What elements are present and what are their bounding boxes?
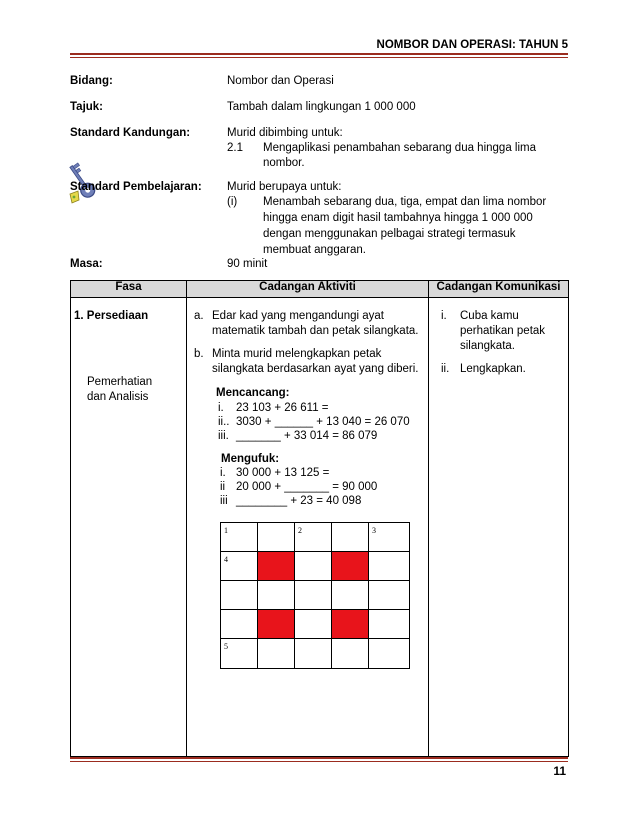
komunikasi-1-line-1: Cuba kamu bbox=[460, 310, 519, 322]
crossword-cell bbox=[294, 609, 332, 639]
crossword-cell bbox=[368, 580, 410, 610]
crossword-cell-5 bbox=[220, 638, 258, 669]
crossword-cell bbox=[257, 638, 295, 669]
crossword-block-cell bbox=[331, 551, 369, 581]
komunikasi-1-marker: i. bbox=[441, 310, 447, 322]
bidang-label: Bidang: bbox=[70, 75, 113, 87]
mengufuk-item-1-num: i. bbox=[220, 467, 226, 479]
standard-kandungan-text-2: nombor. bbox=[263, 157, 305, 169]
crossword-cell bbox=[220, 580, 258, 610]
crossword-cell bbox=[368, 638, 410, 669]
footer-rule-thin bbox=[70, 761, 568, 762]
page-number: 11 bbox=[553, 764, 566, 778]
header-cadangan-komunikasi: Cadangan Komunikasi bbox=[429, 281, 569, 298]
crossword-number-1: 1 bbox=[224, 526, 228, 535]
standard-pembelajaran-text-2: hingga enam digit hasil tambahnya hingga 1 000 000 bbox=[263, 212, 533, 224]
standard-pembelajaran-number: (i) bbox=[227, 196, 238, 208]
standard-kandungan-number: 2.1 bbox=[227, 142, 243, 154]
header-cadangan-aktiviti: Cadangan Aktiviti bbox=[187, 281, 429, 298]
fasa-note-2: dan Analisis bbox=[87, 391, 149, 403]
crossword-number-4: 4 bbox=[224, 555, 228, 564]
fasa-note-1: Pemerhatian bbox=[87, 376, 153, 388]
komunikasi-2-marker: ii. bbox=[441, 363, 450, 375]
crossword-block-cell bbox=[331, 609, 369, 639]
crossword-cell-3 bbox=[368, 522, 410, 552]
mengufuk-title: Mengufuk: bbox=[221, 453, 280, 465]
standard-pembelajaran-intro: Murid berupaya untuk: bbox=[227, 181, 342, 193]
activity-b-line-2: silangkata berdasarkan ayat yang diberi. bbox=[212, 363, 419, 375]
crossword-number-5: 5 bbox=[224, 642, 228, 651]
standard-pembelajaran-text-1: Menambah sebarang dua, tiga, empat dan lima nombor bbox=[263, 196, 547, 208]
mencancang-item-3-num: iii. bbox=[218, 430, 229, 442]
standard-pembelajaran-text-4: membuat anggaran. bbox=[263, 244, 366, 256]
crossword-block-cell bbox=[257, 551, 295, 581]
standard-kandungan-intro: Murid dibimbing untuk: bbox=[227, 127, 343, 139]
masa-label: Masa: bbox=[70, 258, 103, 270]
activity-a-line-2: matematik tambah dan petak silangkata. bbox=[212, 325, 419, 337]
mengufuk-item-2-text: 20 000 + _______ = 90 000 bbox=[236, 481, 378, 493]
crossword-cell bbox=[294, 551, 332, 581]
mengufuk-item-3-text: ________ + 23 = 40 098 bbox=[236, 495, 362, 507]
tajuk-label: Tajuk: bbox=[70, 101, 104, 113]
fasa-cell bbox=[71, 298, 187, 757]
masa-value: 90 minit bbox=[227, 258, 268, 270]
crossword-number-3: 3 bbox=[372, 526, 376, 535]
mencancang-item-2-text: 3030 + ______ + 13 040 = 26 070 bbox=[236, 416, 410, 428]
standard-pembelajaran-label: Standard Pembelajaran: bbox=[70, 181, 202, 193]
komunikasi-2-line-1: Lengkapkan. bbox=[460, 363, 526, 375]
crossword-number-2: 2 bbox=[298, 526, 302, 535]
crossword-grid bbox=[220, 522, 410, 669]
komunikasi-1-line-2: perhatikan petak bbox=[460, 325, 546, 337]
activity-a-line-1: Edar kad yang mengandungi ayat bbox=[212, 310, 384, 322]
page-header-title: NOMBOR DAN OPERASI: TAHUN 5 bbox=[376, 39, 568, 51]
activity-b-marker: b. bbox=[194, 348, 204, 360]
header-rule-thin bbox=[70, 57, 568, 58]
tajuk-value: Tambah dalam lingkungan 1 000 000 bbox=[227, 101, 416, 113]
crossword-cell bbox=[331, 638, 369, 669]
header-rule bbox=[70, 53, 568, 55]
crossword-cell bbox=[257, 580, 295, 610]
crossword-cell bbox=[257, 522, 295, 552]
standard-kandungan-label: Standard Kandungan: bbox=[70, 127, 191, 139]
mencancang-item-2-num: ii.. bbox=[218, 416, 230, 428]
crossword-cell bbox=[368, 551, 410, 581]
crossword-cell bbox=[331, 580, 369, 610]
mencancang-item-1-text: 23 103 + 26 611 = bbox=[236, 402, 329, 414]
fasa-title: 1. Persediaan bbox=[74, 310, 149, 322]
crossword-cell-1 bbox=[220, 522, 258, 552]
crossword-cell bbox=[220, 609, 258, 639]
activity-b-line-1: Minta murid melengkapkan petak bbox=[212, 348, 382, 360]
mencancang-item-1-num: i. bbox=[218, 402, 224, 414]
activity-a-marker: a. bbox=[194, 310, 204, 322]
crossword-cell-4 bbox=[220, 551, 258, 581]
standard-pembelajaran-text-3: dengan menggunakan pelbagai strategi termasuk bbox=[263, 228, 516, 240]
bidang-value: Nombor dan Operasi bbox=[227, 75, 334, 87]
footer-rule bbox=[70, 757, 568, 759]
mencancang-item-3-text: _______ + 33 014 = 86 079 bbox=[236, 430, 378, 442]
crossword-cell bbox=[368, 609, 410, 639]
crossword-cell bbox=[331, 522, 369, 552]
crossword-block-cell bbox=[257, 609, 295, 639]
header-fasa: Fasa bbox=[71, 281, 187, 298]
mengufuk-item-1-text: 30 000 + 13 125 = bbox=[236, 467, 330, 479]
crossword-cell bbox=[294, 580, 332, 610]
crossword-cell-2 bbox=[294, 522, 332, 552]
mengufuk-item-2-num: ii bbox=[220, 481, 226, 493]
crossword-cell bbox=[294, 638, 332, 669]
komunikasi-1-line-3: silangkata. bbox=[460, 340, 515, 352]
mencancang-title: Mencancang: bbox=[216, 387, 290, 399]
mengufuk-item-3-num: iii bbox=[220, 495, 228, 507]
standard-kandungan-text-1: Mengaplikasi penambahan sebarang dua hingga lima bbox=[263, 142, 536, 154]
